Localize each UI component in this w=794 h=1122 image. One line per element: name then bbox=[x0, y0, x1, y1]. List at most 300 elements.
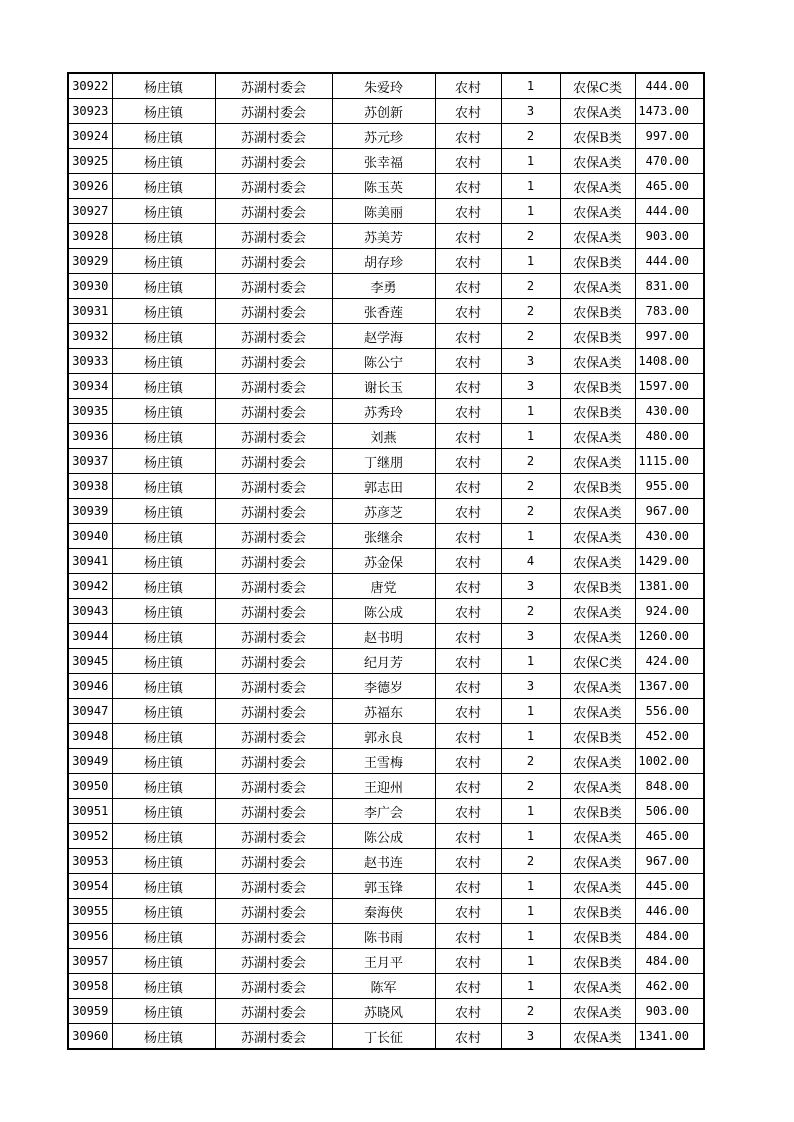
household-type-cell: 农村 bbox=[435, 699, 501, 724]
village-committee-cell: 苏湖村委会 bbox=[215, 149, 332, 174]
amount-cell: 484.00 bbox=[635, 949, 704, 974]
table-row bbox=[68, 774, 704, 799]
member-count-cell: 2 bbox=[501, 499, 560, 524]
village-committee-cell: 苏湖村委会 bbox=[215, 649, 332, 674]
row-number: 30945 bbox=[68, 649, 112, 674]
town-cell: 杨庄镇 bbox=[112, 524, 215, 549]
category-cell: 农保B类 bbox=[560, 399, 635, 424]
village-committee-cell: 苏湖村委会 bbox=[215, 499, 332, 524]
member-count-cell: 1 bbox=[501, 649, 560, 674]
member-count-cell: 1 bbox=[501, 149, 560, 174]
household-type-cell: 农村 bbox=[435, 449, 501, 474]
village-committee-cell: 苏湖村委会 bbox=[215, 99, 332, 124]
row-number: 30923 bbox=[68, 99, 112, 124]
category-cell: 农保B类 bbox=[560, 724, 635, 749]
row-number: 30953 bbox=[68, 849, 112, 874]
member-count-cell: 2 bbox=[501, 774, 560, 799]
row-number: 30926 bbox=[68, 174, 112, 199]
table-row bbox=[68, 174, 704, 199]
household-type-cell: 农村 bbox=[435, 974, 501, 999]
row-number: 30924 bbox=[68, 124, 112, 149]
household-type-cell: 农村 bbox=[435, 574, 501, 599]
household-type-cell: 农村 bbox=[435, 99, 501, 124]
member-count-cell: 3 bbox=[501, 674, 560, 699]
name-cell: 丁继朋 bbox=[332, 449, 435, 474]
village-committee-cell: 苏湖村委会 bbox=[215, 274, 332, 299]
member-count-cell: 1 bbox=[501, 424, 560, 449]
village-committee-cell: 苏湖村委会 bbox=[215, 774, 332, 799]
village-committee-cell: 苏湖村委会 bbox=[215, 224, 332, 249]
row-number: 30940 bbox=[68, 524, 112, 549]
row-number: 30946 bbox=[68, 674, 112, 699]
name-cell: 陈公成 bbox=[332, 824, 435, 849]
town-cell: 杨庄镇 bbox=[112, 849, 215, 874]
table-row bbox=[68, 349, 704, 374]
category-cell: 农保A类 bbox=[560, 224, 635, 249]
name-cell: 陈玉英 bbox=[332, 174, 435, 199]
member-count-cell: 3 bbox=[501, 349, 560, 374]
village-committee-cell: 苏湖村委会 bbox=[215, 599, 332, 624]
member-count-cell: 1 bbox=[501, 699, 560, 724]
category-cell: 农保A类 bbox=[560, 549, 635, 574]
category-cell: 农保A类 bbox=[560, 424, 635, 449]
member-count-cell: 3 bbox=[501, 624, 560, 649]
household-type-cell: 农村 bbox=[435, 599, 501, 624]
member-count-cell: 3 bbox=[501, 1024, 560, 1050]
village-committee-cell: 苏湖村委会 bbox=[215, 474, 332, 499]
table-row bbox=[68, 924, 704, 949]
table-row bbox=[68, 449, 704, 474]
row-number: 30944 bbox=[68, 624, 112, 649]
category-cell: 农保B类 bbox=[560, 249, 635, 274]
row-number: 30930 bbox=[68, 274, 112, 299]
household-type-cell: 农村 bbox=[435, 899, 501, 924]
village-committee-cell: 苏湖村委会 bbox=[215, 1024, 332, 1050]
member-count-cell: 2 bbox=[501, 474, 560, 499]
category-cell: 农保A类 bbox=[560, 499, 635, 524]
table-row bbox=[68, 299, 704, 324]
member-count-cell: 1 bbox=[501, 199, 560, 224]
row-number: 30949 bbox=[68, 749, 112, 774]
town-cell: 杨庄镇 bbox=[112, 73, 215, 99]
village-committee-cell: 苏湖村委会 bbox=[215, 624, 332, 649]
household-type-cell: 农村 bbox=[435, 824, 501, 849]
name-cell: 纪月芳 bbox=[332, 649, 435, 674]
row-number: 30951 bbox=[68, 799, 112, 824]
household-type-cell: 农村 bbox=[435, 874, 501, 899]
amount-cell: 484.00 bbox=[635, 924, 704, 949]
row-number: 30955 bbox=[68, 899, 112, 924]
amount-cell: 831.00 bbox=[635, 274, 704, 299]
category-cell: 农保B类 bbox=[560, 949, 635, 974]
town-cell: 杨庄镇 bbox=[112, 899, 215, 924]
town-cell: 杨庄镇 bbox=[112, 99, 215, 124]
category-cell: 农保A类 bbox=[560, 149, 635, 174]
amount-cell: 444.00 bbox=[635, 249, 704, 274]
amount-cell: 997.00 bbox=[635, 124, 704, 149]
amount-cell: 1115.00 bbox=[635, 449, 704, 474]
town-cell: 杨庄镇 bbox=[112, 699, 215, 724]
category-cell: 农保A类 bbox=[560, 1024, 635, 1050]
allowance-table bbox=[67, 72, 705, 1050]
household-type-cell: 农村 bbox=[435, 549, 501, 574]
row-number: 30932 bbox=[68, 324, 112, 349]
amount-cell: 446.00 bbox=[635, 899, 704, 924]
town-cell: 杨庄镇 bbox=[112, 874, 215, 899]
category-cell: 农保A类 bbox=[560, 624, 635, 649]
village-committee-cell: 苏湖村委会 bbox=[215, 849, 332, 874]
category-cell: 农保A类 bbox=[560, 874, 635, 899]
member-count-cell: 4 bbox=[501, 549, 560, 574]
household-type-cell: 农村 bbox=[435, 124, 501, 149]
household-type-cell: 农村 bbox=[435, 674, 501, 699]
name-cell: 郭玉锋 bbox=[332, 874, 435, 899]
amount-cell: 462.00 bbox=[635, 974, 704, 999]
member-count-cell: 1 bbox=[501, 899, 560, 924]
household-type-cell: 农村 bbox=[435, 624, 501, 649]
category-cell: 农保C类 bbox=[560, 73, 635, 99]
village-committee-cell: 苏湖村委会 bbox=[215, 899, 332, 924]
name-cell: 张香莲 bbox=[332, 299, 435, 324]
village-committee-cell: 苏湖村委会 bbox=[215, 73, 332, 99]
amount-cell: 924.00 bbox=[635, 599, 704, 624]
amount-cell: 1260.00 bbox=[635, 624, 704, 649]
table-row bbox=[68, 374, 704, 399]
town-cell: 杨庄镇 bbox=[112, 624, 215, 649]
amount-cell: 1597.00 bbox=[635, 374, 704, 399]
town-cell: 杨庄镇 bbox=[112, 449, 215, 474]
name-cell: 苏美芳 bbox=[332, 224, 435, 249]
amount-cell: 783.00 bbox=[635, 299, 704, 324]
town-cell: 杨庄镇 bbox=[112, 424, 215, 449]
name-cell: 陈公宁 bbox=[332, 349, 435, 374]
amount-cell: 480.00 bbox=[635, 424, 704, 449]
town-cell: 杨庄镇 bbox=[112, 399, 215, 424]
household-type-cell: 农村 bbox=[435, 249, 501, 274]
table-row bbox=[68, 249, 704, 274]
table-row bbox=[68, 549, 704, 574]
name-cell: 苏金保 bbox=[332, 549, 435, 574]
member-count-cell: 1 bbox=[501, 174, 560, 199]
name-cell: 郭志田 bbox=[332, 474, 435, 499]
member-count-cell: 2 bbox=[501, 449, 560, 474]
table-row bbox=[68, 274, 704, 299]
village-committee-cell: 苏湖村委会 bbox=[215, 199, 332, 224]
village-committee-cell: 苏湖村委会 bbox=[215, 799, 332, 824]
row-number: 30934 bbox=[68, 374, 112, 399]
amount-cell: 903.00 bbox=[635, 224, 704, 249]
name-cell: 李德岁 bbox=[332, 674, 435, 699]
member-count-cell: 2 bbox=[501, 849, 560, 874]
table-row bbox=[68, 874, 704, 899]
village-committee-cell: 苏湖村委会 bbox=[215, 749, 332, 774]
household-type-cell: 农村 bbox=[435, 474, 501, 499]
town-cell: 杨庄镇 bbox=[112, 774, 215, 799]
row-number: 30956 bbox=[68, 924, 112, 949]
category-cell: 农保A类 bbox=[560, 674, 635, 699]
table-row bbox=[68, 674, 704, 699]
member-count-cell: 1 bbox=[501, 949, 560, 974]
town-cell: 杨庄镇 bbox=[112, 349, 215, 374]
row-number: 30960 bbox=[68, 1024, 112, 1050]
household-type-cell: 农村 bbox=[435, 73, 501, 99]
village-committee-cell: 苏湖村委会 bbox=[215, 924, 332, 949]
village-committee-cell: 苏湖村委会 bbox=[215, 174, 332, 199]
amount-cell: 470.00 bbox=[635, 149, 704, 174]
amount-cell: 445.00 bbox=[635, 874, 704, 899]
amount-cell: 452.00 bbox=[635, 724, 704, 749]
category-cell: 农保B类 bbox=[560, 799, 635, 824]
category-cell: 农保B类 bbox=[560, 574, 635, 599]
category-cell: 农保B类 bbox=[560, 374, 635, 399]
table-row bbox=[68, 574, 704, 599]
village-committee-cell: 苏湖村委会 bbox=[215, 524, 332, 549]
town-cell: 杨庄镇 bbox=[112, 799, 215, 824]
village-committee-cell: 苏湖村委会 bbox=[215, 374, 332, 399]
table-row bbox=[68, 474, 704, 499]
table-row bbox=[68, 99, 704, 124]
village-committee-cell: 苏湖村委会 bbox=[215, 549, 332, 574]
amount-cell: 430.00 bbox=[635, 524, 704, 549]
amount-cell: 1429.00 bbox=[635, 549, 704, 574]
table-row bbox=[68, 424, 704, 449]
town-cell: 杨庄镇 bbox=[112, 724, 215, 749]
category-cell: 农保A类 bbox=[560, 174, 635, 199]
household-type-cell: 农村 bbox=[435, 374, 501, 399]
name-cell: 王雪梅 bbox=[332, 749, 435, 774]
row-number: 30943 bbox=[68, 599, 112, 624]
town-cell: 杨庄镇 bbox=[112, 299, 215, 324]
name-cell: 苏创新 bbox=[332, 99, 435, 124]
member-count-cell: 2 bbox=[501, 224, 560, 249]
household-type-cell: 农村 bbox=[435, 424, 501, 449]
table-row bbox=[68, 73, 704, 99]
town-cell: 杨庄镇 bbox=[112, 599, 215, 624]
table-row bbox=[68, 624, 704, 649]
table-row bbox=[68, 999, 704, 1024]
table-row bbox=[68, 974, 704, 999]
village-committee-cell: 苏湖村委会 bbox=[215, 424, 332, 449]
household-type-cell: 农村 bbox=[435, 749, 501, 774]
member-count-cell: 3 bbox=[501, 99, 560, 124]
town-cell: 杨庄镇 bbox=[112, 324, 215, 349]
town-cell: 杨庄镇 bbox=[112, 574, 215, 599]
village-committee-cell: 苏湖村委会 bbox=[215, 674, 332, 699]
category-cell: 农保A类 bbox=[560, 749, 635, 774]
amount-cell: 506.00 bbox=[635, 799, 704, 824]
village-committee-cell: 苏湖村委会 bbox=[215, 874, 332, 899]
row-number: 30957 bbox=[68, 949, 112, 974]
row-number: 30959 bbox=[68, 999, 112, 1024]
town-cell: 杨庄镇 bbox=[112, 499, 215, 524]
member-count-cell: 1 bbox=[501, 924, 560, 949]
member-count-cell: 1 bbox=[501, 974, 560, 999]
table-row bbox=[68, 599, 704, 624]
row-number: 30954 bbox=[68, 874, 112, 899]
village-committee-cell: 苏湖村委会 bbox=[215, 299, 332, 324]
table-row bbox=[68, 899, 704, 924]
category-cell: 农保A类 bbox=[560, 199, 635, 224]
town-cell: 杨庄镇 bbox=[112, 374, 215, 399]
village-committee-cell: 苏湖村委会 bbox=[215, 974, 332, 999]
table-row bbox=[68, 799, 704, 824]
row-number: 30928 bbox=[68, 224, 112, 249]
household-type-cell: 农村 bbox=[435, 999, 501, 1024]
member-count-cell: 2 bbox=[501, 124, 560, 149]
town-cell: 杨庄镇 bbox=[112, 999, 215, 1024]
town-cell: 杨庄镇 bbox=[112, 649, 215, 674]
name-cell: 秦海侠 bbox=[332, 899, 435, 924]
category-cell: 农保B类 bbox=[560, 299, 635, 324]
name-cell: 胡存珍 bbox=[332, 249, 435, 274]
member-count-cell: 2 bbox=[501, 324, 560, 349]
row-number: 30937 bbox=[68, 449, 112, 474]
member-count-cell: 3 bbox=[501, 374, 560, 399]
amount-cell: 424.00 bbox=[635, 649, 704, 674]
household-type-cell: 农村 bbox=[435, 724, 501, 749]
table-row bbox=[68, 524, 704, 549]
row-number: 30933 bbox=[68, 349, 112, 374]
row-number: 30958 bbox=[68, 974, 112, 999]
name-cell: 王迎州 bbox=[332, 774, 435, 799]
name-cell: 李广会 bbox=[332, 799, 435, 824]
household-type-cell: 农村 bbox=[435, 299, 501, 324]
amount-cell: 1473.00 bbox=[635, 99, 704, 124]
town-cell: 杨庄镇 bbox=[112, 274, 215, 299]
member-count-cell: 1 bbox=[501, 399, 560, 424]
village-committee-cell: 苏湖村委会 bbox=[215, 999, 332, 1024]
row-number: 30938 bbox=[68, 474, 112, 499]
household-type-cell: 农村 bbox=[435, 949, 501, 974]
name-cell: 赵学海 bbox=[332, 324, 435, 349]
category-cell: 农保B类 bbox=[560, 924, 635, 949]
household-type-cell: 农村 bbox=[435, 849, 501, 874]
member-count-cell: 3 bbox=[501, 574, 560, 599]
amount-cell: 1367.00 bbox=[635, 674, 704, 699]
row-number: 30941 bbox=[68, 549, 112, 574]
table-row bbox=[68, 199, 704, 224]
household-type-cell: 农村 bbox=[435, 499, 501, 524]
amount-cell: 1341.00 bbox=[635, 1024, 704, 1050]
name-cell: 赵书明 bbox=[332, 624, 435, 649]
village-committee-cell: 苏湖村委会 bbox=[215, 949, 332, 974]
member-count-cell: 2 bbox=[501, 749, 560, 774]
village-committee-cell: 苏湖村委会 bbox=[215, 399, 332, 424]
name-cell: 苏元珍 bbox=[332, 124, 435, 149]
household-type-cell: 农村 bbox=[435, 524, 501, 549]
amount-cell: 967.00 bbox=[635, 849, 704, 874]
amount-cell: 1408.00 bbox=[635, 349, 704, 374]
table-row bbox=[68, 649, 704, 674]
town-cell: 杨庄镇 bbox=[112, 224, 215, 249]
table-row bbox=[68, 949, 704, 974]
name-cell: 陈公成 bbox=[332, 599, 435, 624]
name-cell: 刘燕 bbox=[332, 424, 435, 449]
member-count-cell: 1 bbox=[501, 249, 560, 274]
category-cell: 农保C类 bbox=[560, 649, 635, 674]
household-type-cell: 农村 bbox=[435, 274, 501, 299]
category-cell: 农保A类 bbox=[560, 699, 635, 724]
row-number: 30947 bbox=[68, 699, 112, 724]
table-row bbox=[68, 124, 704, 149]
town-cell: 杨庄镇 bbox=[112, 174, 215, 199]
member-count-cell: 1 bbox=[501, 874, 560, 899]
household-type-cell: 农村 bbox=[435, 324, 501, 349]
row-number: 30936 bbox=[68, 424, 112, 449]
name-cell: 朱爱玲 bbox=[332, 73, 435, 99]
category-cell: 农保B类 bbox=[560, 324, 635, 349]
household-type-cell: 农村 bbox=[435, 924, 501, 949]
category-cell: 农保A类 bbox=[560, 524, 635, 549]
category-cell: 农保A类 bbox=[560, 974, 635, 999]
amount-cell: 1381.00 bbox=[635, 574, 704, 599]
town-cell: 杨庄镇 bbox=[112, 924, 215, 949]
name-cell: 丁长征 bbox=[332, 1024, 435, 1050]
town-cell: 杨庄镇 bbox=[112, 974, 215, 999]
row-number: 30935 bbox=[68, 399, 112, 424]
name-cell: 张继余 bbox=[332, 524, 435, 549]
amount-cell: 430.00 bbox=[635, 399, 704, 424]
amount-cell: 903.00 bbox=[635, 999, 704, 1024]
category-cell: 农保A类 bbox=[560, 849, 635, 874]
row-number: 30939 bbox=[68, 499, 112, 524]
town-cell: 杨庄镇 bbox=[112, 949, 215, 974]
category-cell: 农保B类 bbox=[560, 474, 635, 499]
town-cell: 杨庄镇 bbox=[112, 824, 215, 849]
row-number: 30948 bbox=[68, 724, 112, 749]
amount-cell: 556.00 bbox=[635, 699, 704, 724]
name-cell: 谢长玉 bbox=[332, 374, 435, 399]
member-count-cell: 2 bbox=[501, 999, 560, 1024]
table-row bbox=[68, 849, 704, 874]
table-row bbox=[68, 824, 704, 849]
member-count-cell: 2 bbox=[501, 599, 560, 624]
town-cell: 杨庄镇 bbox=[112, 749, 215, 774]
table-row bbox=[68, 399, 704, 424]
table-row bbox=[68, 324, 704, 349]
category-cell: 农保B类 bbox=[560, 899, 635, 924]
amount-cell: 848.00 bbox=[635, 774, 704, 799]
table-row bbox=[68, 749, 704, 774]
category-cell: 农保A类 bbox=[560, 599, 635, 624]
name-cell: 苏福东 bbox=[332, 699, 435, 724]
village-committee-cell: 苏湖村委会 bbox=[215, 699, 332, 724]
village-committee-cell: 苏湖村委会 bbox=[215, 349, 332, 374]
amount-cell: 1002.00 bbox=[635, 749, 704, 774]
amount-cell: 444.00 bbox=[635, 199, 704, 224]
category-cell: 农保A类 bbox=[560, 999, 635, 1024]
household-type-cell: 农村 bbox=[435, 224, 501, 249]
name-cell: 王月平 bbox=[332, 949, 435, 974]
category-cell: 农保A类 bbox=[560, 774, 635, 799]
amount-cell: 955.00 bbox=[635, 474, 704, 499]
name-cell: 苏秀玲 bbox=[332, 399, 435, 424]
household-type-cell: 农村 bbox=[435, 399, 501, 424]
category-cell: 农保A类 bbox=[560, 99, 635, 124]
member-count-cell: 1 bbox=[501, 824, 560, 849]
row-number: 30931 bbox=[68, 299, 112, 324]
household-type-cell: 农村 bbox=[435, 149, 501, 174]
member-count-cell: 1 bbox=[501, 524, 560, 549]
household-type-cell: 农村 bbox=[435, 799, 501, 824]
amount-cell: 465.00 bbox=[635, 824, 704, 849]
row-number: 30929 bbox=[68, 249, 112, 274]
name-cell: 张幸福 bbox=[332, 149, 435, 174]
row-number: 30922 bbox=[68, 73, 112, 99]
village-committee-cell: 苏湖村委会 bbox=[215, 449, 332, 474]
household-type-cell: 农村 bbox=[435, 349, 501, 374]
amount-cell: 967.00 bbox=[635, 499, 704, 524]
